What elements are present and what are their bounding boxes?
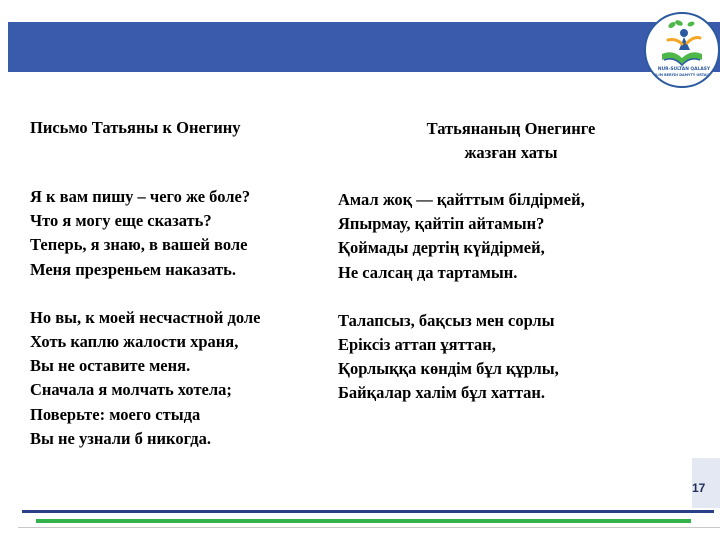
organization-logo (644, 12, 720, 88)
poem-line: Талапсыз, бақсыз мен сорлы (338, 310, 555, 330)
poem-line: Қоймады дертің күйдірмей, (338, 238, 545, 258)
header-banner (8, 22, 720, 72)
poem-line: Не салсаң да тартамын. (338, 262, 518, 282)
russian-stanza-1 (30, 185, 330, 282)
poem-line: Я к вам пишу – чего же боле? (30, 187, 251, 206)
russian-stanza-2 (30, 306, 330, 451)
logo-text-line1: NUR-SULTAN QALASY (657, 67, 711, 72)
poem-line: Но вы, к моей несчастной доле (30, 307, 261, 327)
poem-line: Амал жоқ — қайттым білдірмей, (338, 190, 585, 209)
footer-divider-gray (18, 527, 720, 528)
poem-line: Қорлыққа көндім бұл құрлы, (338, 359, 559, 379)
kazakh-poem-title-line1: Татьянаның Онегинге (426, 119, 596, 138)
kazakh-poem-title-line2: жазған хаты (464, 143, 558, 162)
poem-line: Вы не оставите меня. (30, 356, 191, 376)
footer-divider-blue (22, 510, 714, 513)
poem-line: Еріксіз аттап ұяттан, (338, 335, 496, 355)
kazakh-stanza-1 (338, 188, 668, 285)
poem-line: Теперь, я знаю, в вашей воле (30, 235, 248, 255)
poem-line: Вы не узнали б никогда. (30, 428, 211, 448)
russian-poem-column (30, 117, 330, 451)
poem-line: Хоть каплю жалости храня, (30, 332, 239, 352)
page-number: 17 (692, 481, 706, 495)
poem-line: Меня презреньем наказать. (30, 259, 236, 279)
poem-line: Байқалар халім бұл хаттан. (338, 383, 546, 403)
poem-line: Сначала я молчать хотела; (30, 380, 232, 400)
footer-divider-green (36, 519, 691, 523)
logo-text-line2: BILIM BERÝDI DAMYTÝ ORTALYGY (652, 73, 716, 77)
russian-poem-title: Письмо Татьяны к Онегину (30, 118, 241, 137)
poem-line: Что я могу еще сказать? (30, 211, 212, 231)
poem-line: Япырмау, қайтіп айтамын? (338, 214, 545, 234)
kazakh-poem-column (338, 117, 668, 406)
kazakh-stanza-2 (338, 309, 668, 406)
poem-line: Поверьте: моего стыда (30, 404, 201, 424)
